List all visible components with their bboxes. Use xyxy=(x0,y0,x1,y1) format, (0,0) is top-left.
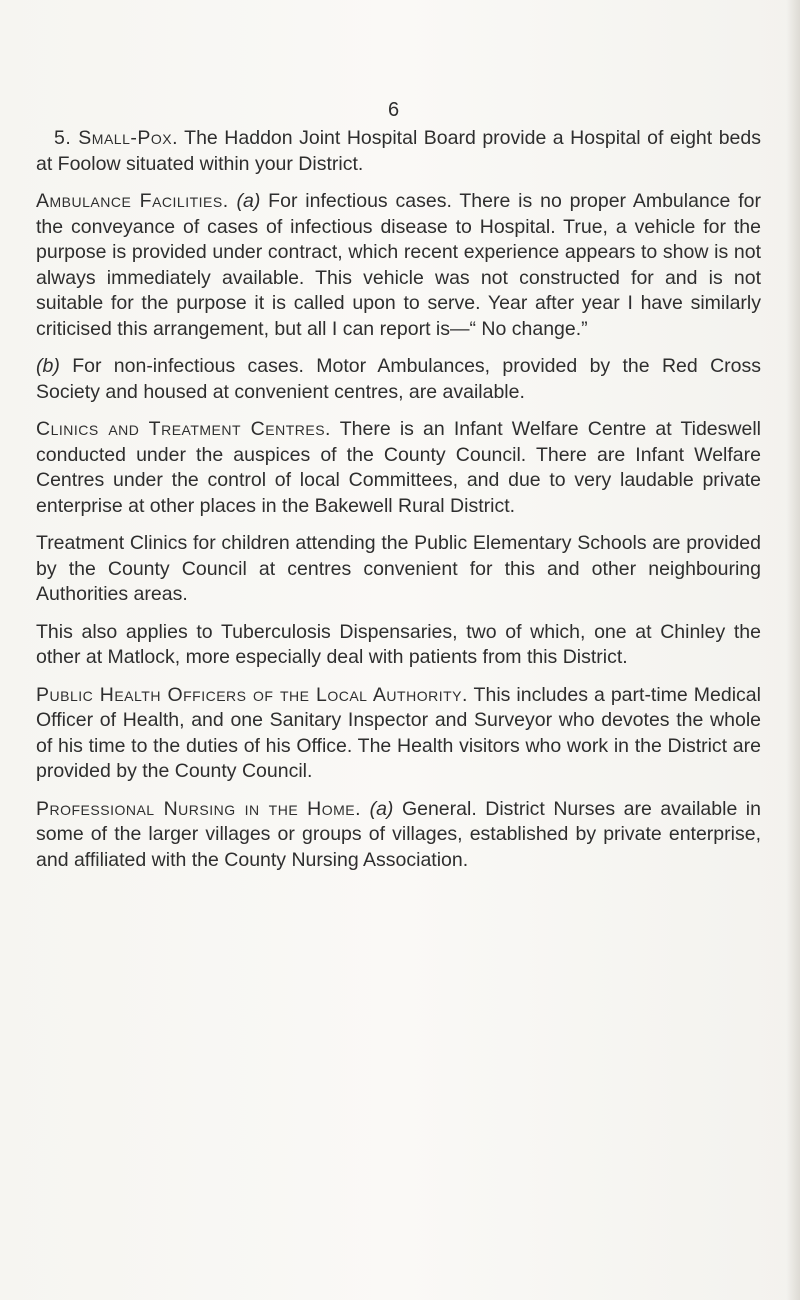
paragraph-public-health-officers xyxy=(36,683,761,785)
paragraph-text: Treatment Clinics for children attending the Public Elementary Schools are provided by the County Council at centres convenient for this and other neighbouring Authorities areas. xyxy=(36,532,761,605)
paragraph-small-pox xyxy=(36,126,761,177)
paragraph-treatment-clinics xyxy=(36,531,761,608)
paragraph-text: General. District Nurses are available in some of the larger villages or groups of villages, established by private enterprise, and affiliated with the County Nursing Association. xyxy=(36,797,761,871)
paragraph-non-infectious xyxy=(36,354,761,405)
paragraph-tuberculosis xyxy=(36,620,761,671)
paragraph-clinics xyxy=(36,417,761,519)
item-label-a: (a) xyxy=(369,797,394,820)
paragraph-text: The Haddon Joint Hospital Board provide a Hospital of eight beds at Foolow situated within your District. xyxy=(36,127,761,175)
heading-public-health-officers: Public Health Officers of the Local Authority. xyxy=(36,683,468,706)
paragraph-professional-nursing xyxy=(36,797,761,874)
heading-ambulance-facilities: Ambulance Facilities. xyxy=(36,190,229,212)
page-edge-shadow xyxy=(786,0,800,1300)
document-body xyxy=(36,126,761,885)
paragraph-text: There is an Infant Welfare Centre at Tideswell conducted under the auspices of the County Council. There are Infant Welfare Centres under the control of local Committees, and due to very laudable private enterprise at other places in the Bakewell Rural District. xyxy=(36,418,761,517)
item-label-a: (a) xyxy=(236,190,261,212)
heading-professional-nursing: Professional Nursing in the Home. xyxy=(36,797,362,820)
page-number: 6 xyxy=(388,99,400,121)
heading-clinics: Clinics and Treatment Centres. xyxy=(36,418,331,440)
paragraph-text: This also applies to Tuberculosis Dispensaries, two of which, one at Chinley the other at Matlock, more especially deal with patients from this District. xyxy=(36,620,761,668)
paragraph-text: For infectious cases. There is no proper Ambulance for the conveyance of cases of infectious disease to Hospital. True, a vehicle for the purpose is provided under contract, which recent experience appears to show is not always immediately available. This vehicle was not constructed for and is not suitable for the purpose it is called upon to serve. Year after year I have similarly criticised this arrangement, but all I can report is—“ No change.” xyxy=(36,190,761,340)
heading-small-pox: 5. Small-Pox. xyxy=(54,127,179,149)
paragraph-ambulance-facilities xyxy=(36,189,761,342)
item-label-b: (b) xyxy=(36,355,60,377)
paragraph-text: This includes a part-time Medical Officer of Health, and one Sanitary Inspector and Surveyor who devotes the whole of his time to the duties of his Office. The Health visitors who work in the District are provided by the County Council. xyxy=(36,683,761,782)
paragraph-text: For non-infectious cases. Motor Ambulances, provided by the Red Cross Society and housed at convenient centres, are available. xyxy=(36,355,761,403)
